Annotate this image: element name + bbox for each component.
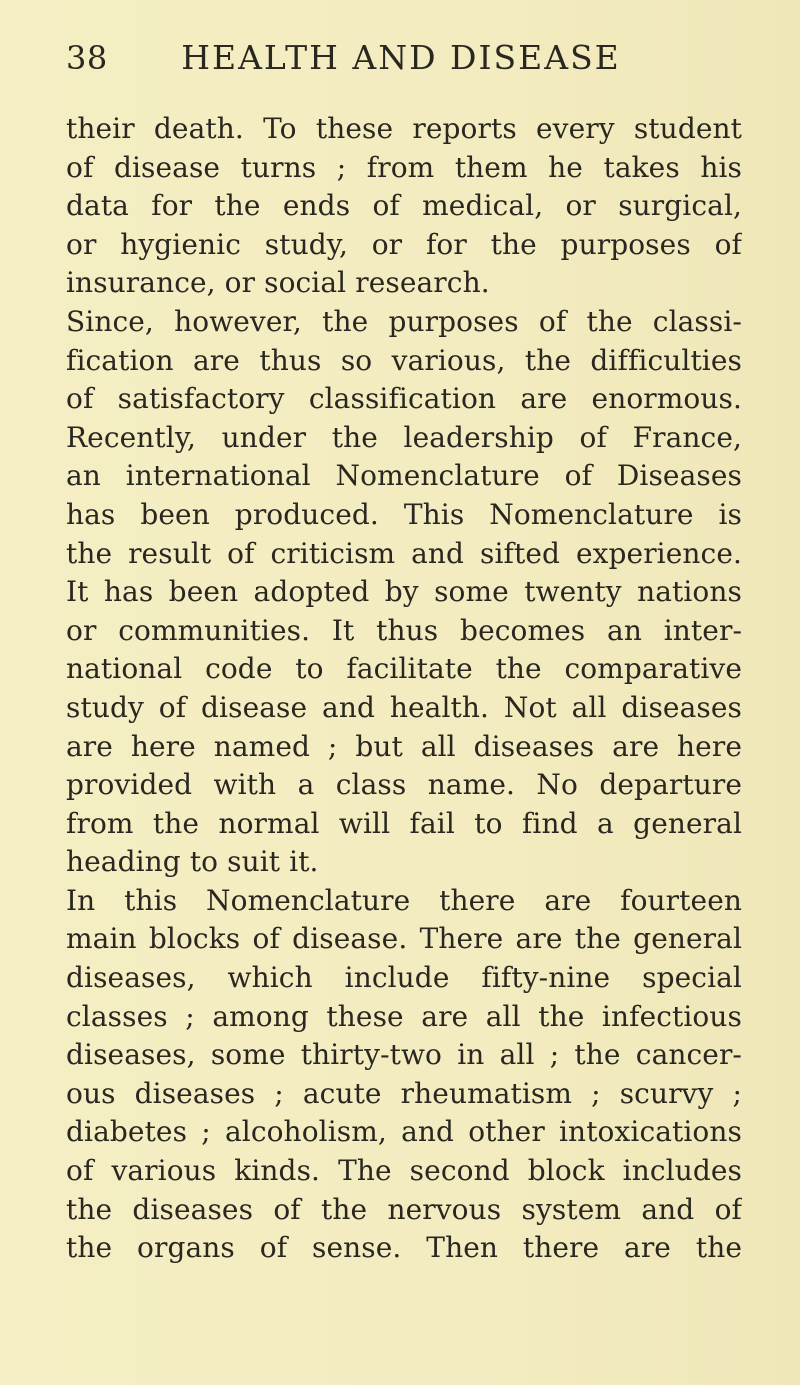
text-line: provided with a class name. No departure bbox=[66, 768, 742, 802]
text-line: or hygienic study, or for the purposes of bbox=[66, 227, 742, 261]
text-line: classes ; among these are all the infectious bbox=[66, 999, 742, 1033]
text-line: the organs of sense. Then there are the bbox=[66, 1231, 742, 1265]
text-line: Since, however, the purposes of the classi- bbox=[66, 304, 742, 338]
text-line: insurance, or social research. bbox=[66, 266, 490, 300]
text-line: diseases, some thirty-two in all ; the cancer- bbox=[66, 1038, 742, 1072]
text-line: from the normal will fail to find a general bbox=[66, 806, 742, 840]
text-line: the result of criticism and sifted experience. bbox=[66, 536, 742, 570]
text-line: or communities. It thus becomes an inter- bbox=[66, 613, 742, 647]
text-line: the diseases of the nervous system and of bbox=[66, 1192, 742, 1226]
text-line: national code to facilitate the comparative bbox=[66, 652, 742, 686]
text-line: has been produced. This Nomenclature is bbox=[66, 497, 742, 531]
text-line: main blocks of disease. There are the general bbox=[66, 922, 742, 956]
text-line: of disease turns ; from them he takes his bbox=[66, 150, 742, 184]
page-number: 38 bbox=[66, 39, 108, 77]
text-line: data for the ends of medical, or surgical, bbox=[66, 189, 742, 223]
text-line: of satisfactory classification are enormous. bbox=[66, 382, 742, 416]
text-line: It has been adopted by some twenty nations bbox=[66, 575, 742, 609]
page-header bbox=[66, 38, 736, 88]
text-line: diabetes ; alcoholism, and other intoxications bbox=[66, 1115, 742, 1149]
text-line: study of disease and health. Not all diseases bbox=[66, 690, 742, 724]
running-title: HEALTH AND DISEASE bbox=[181, 38, 621, 77]
text-line: Recently, under the leadership of France, bbox=[66, 420, 742, 454]
text-line: diseases, which include fifty-nine special bbox=[66, 961, 742, 995]
text-line: their death. To these reports every student bbox=[66, 112, 742, 145]
text-line: fication are thus so various, the difficulties bbox=[66, 343, 742, 377]
text-line: of various kinds. The second block includes bbox=[66, 1154, 742, 1188]
text-line: In this Nomenclature there are fourteen bbox=[66, 883, 742, 917]
text-line: are here named ; but all diseases are here bbox=[66, 729, 742, 763]
text-line: heading to suit it. bbox=[66, 845, 319, 879]
text-line: ous diseases ; acute rheumatism ; scurvy ; bbox=[66, 1076, 742, 1110]
body-text bbox=[66, 110, 742, 1268]
text-line: an international Nomenclature of Diseases bbox=[66, 459, 742, 493]
